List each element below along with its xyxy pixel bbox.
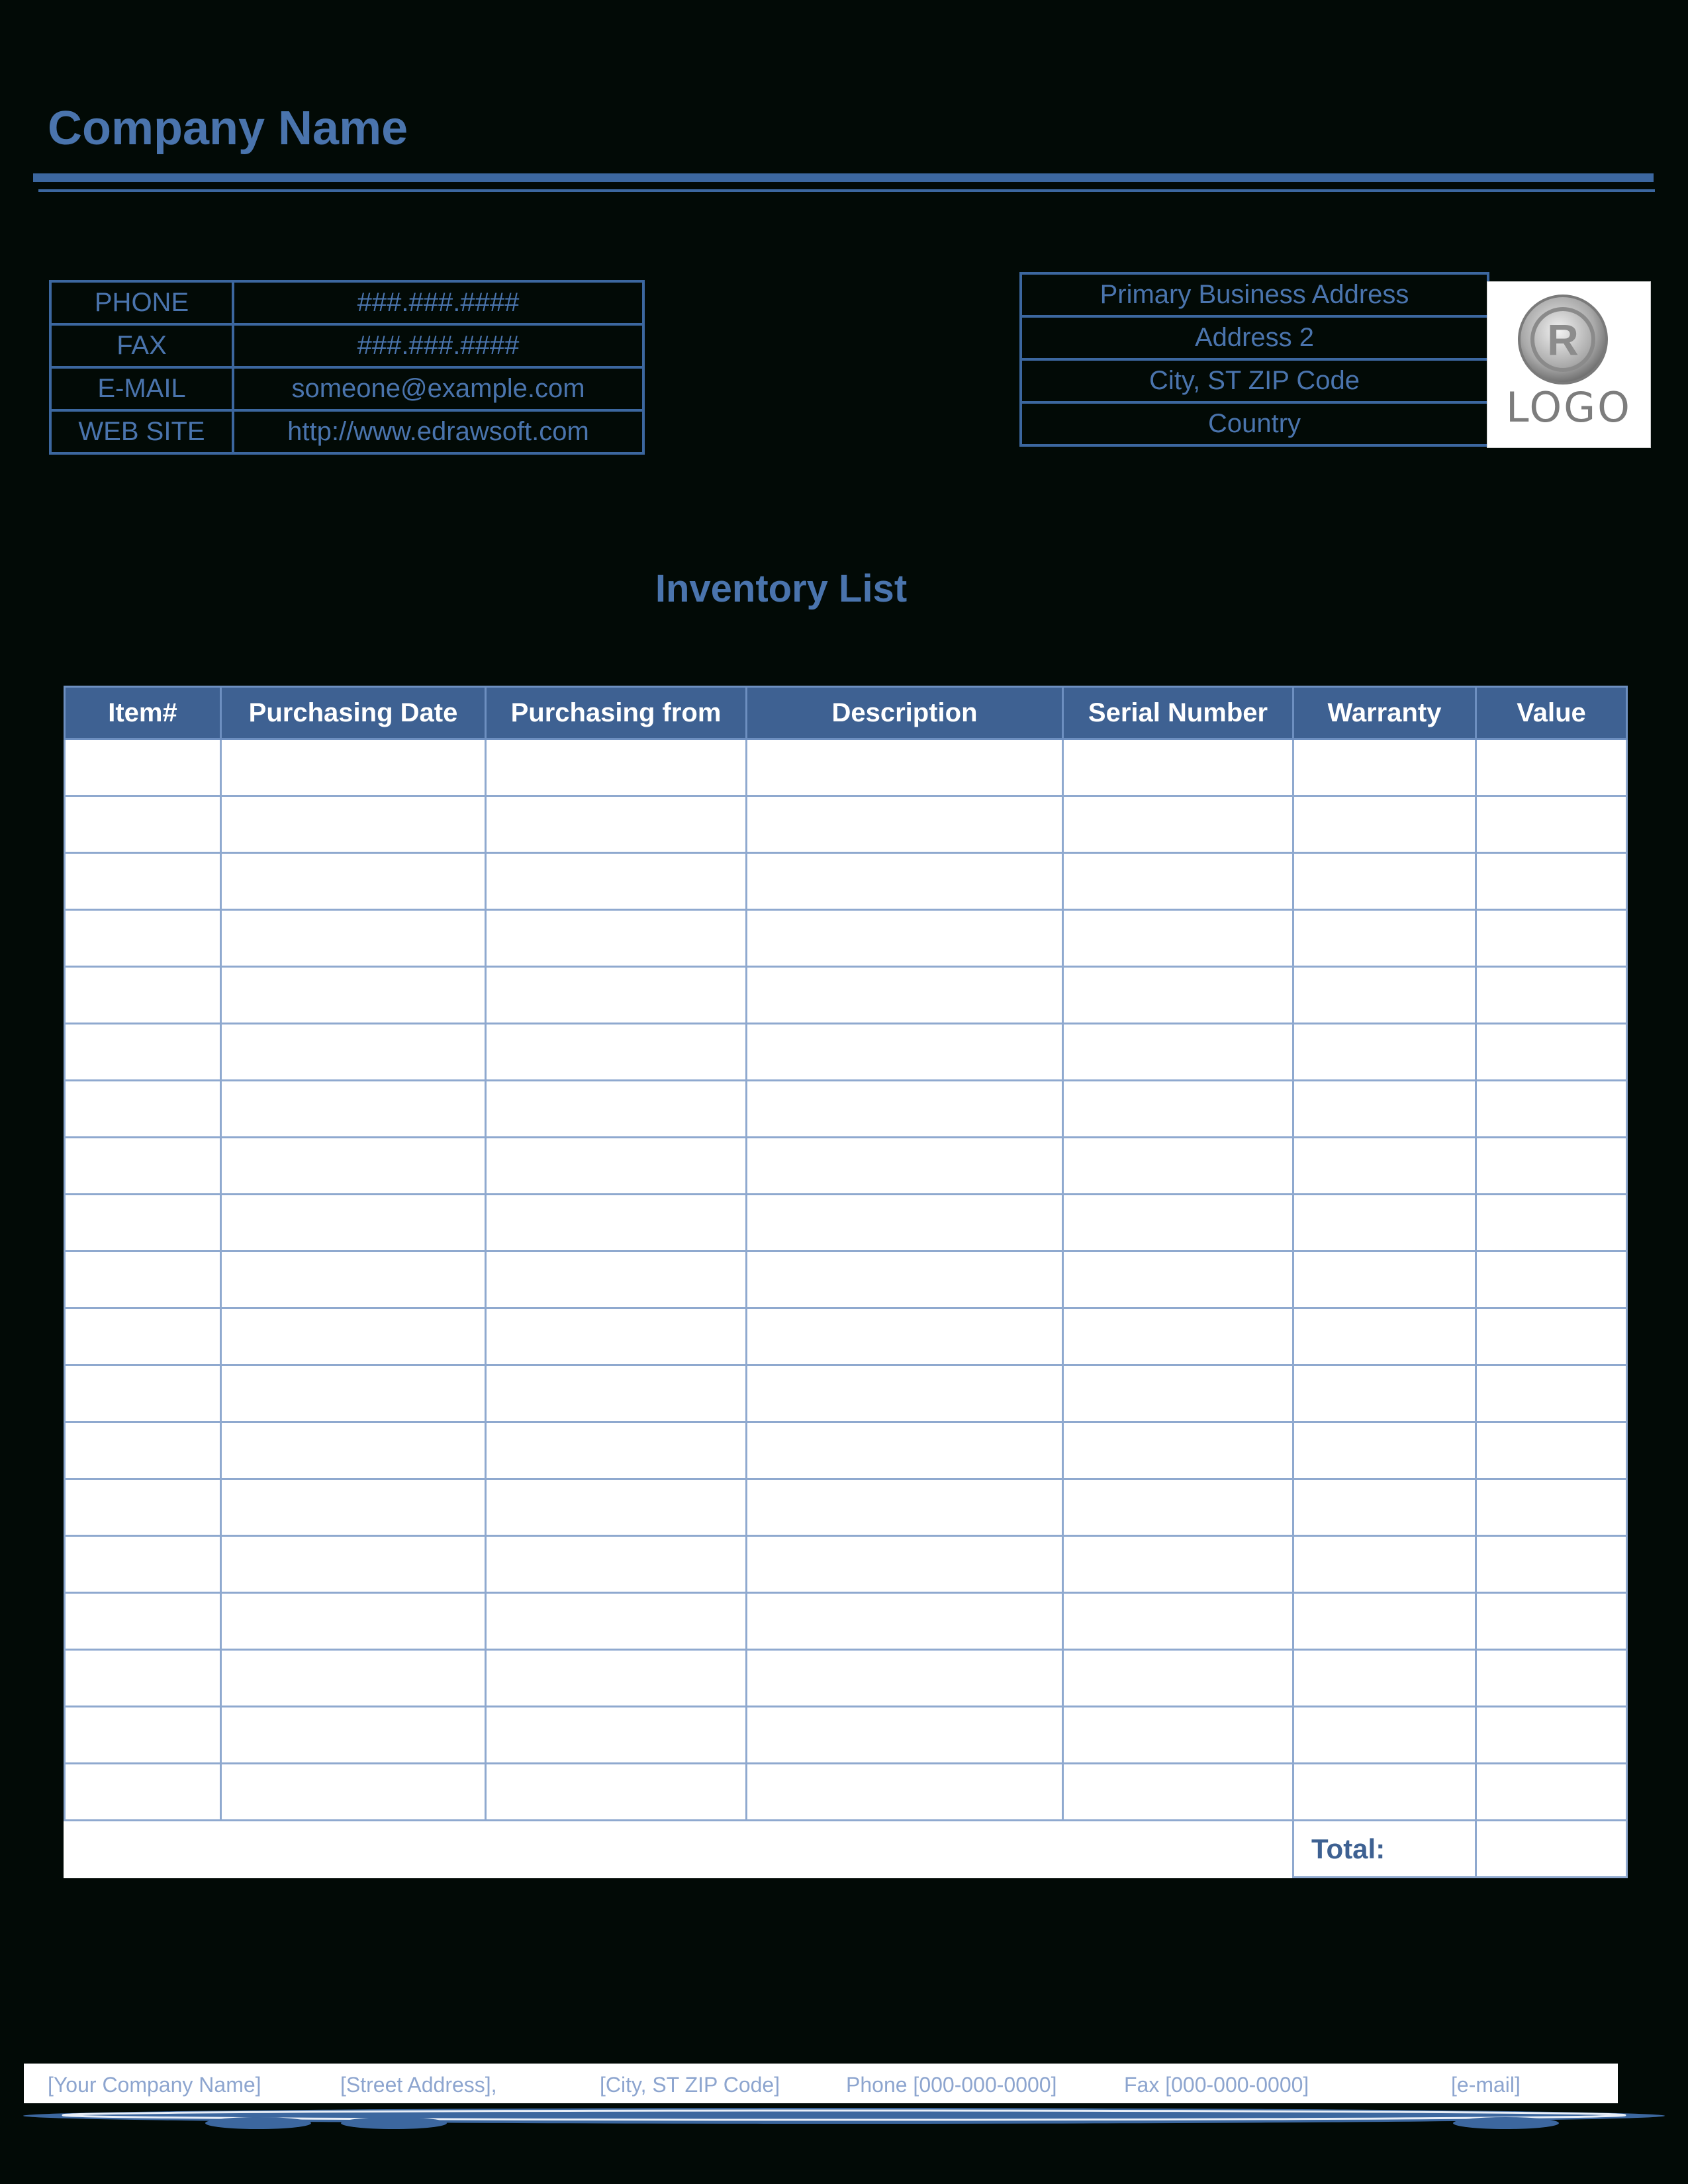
table-cell[interactable] bbox=[1293, 796, 1476, 853]
table-cell[interactable] bbox=[486, 1707, 747, 1764]
table-cell[interactable] bbox=[1063, 739, 1293, 796]
table-cell[interactable] bbox=[747, 1251, 1063, 1308]
table-cell[interactable] bbox=[1293, 1024, 1476, 1081]
table-cell[interactable] bbox=[747, 1707, 1063, 1764]
table-cell[interactable] bbox=[747, 1650, 1063, 1707]
footer-swoosh-decoration bbox=[20, 2105, 1668, 2138]
table-row bbox=[65, 1251, 1627, 1308]
table-cell[interactable] bbox=[1476, 1251, 1627, 1308]
table-cell[interactable] bbox=[1476, 796, 1627, 853]
table-cell[interactable] bbox=[221, 1195, 486, 1251]
column-header-warranty: Warranty bbox=[1293, 687, 1476, 739]
table-cell[interactable] bbox=[1063, 1024, 1293, 1081]
table-cell[interactable] bbox=[486, 1422, 747, 1479]
table-cell[interactable] bbox=[221, 1707, 486, 1764]
table-cell[interactable] bbox=[1476, 1195, 1627, 1251]
table-cell[interactable] bbox=[747, 1138, 1063, 1195]
table-cell[interactable] bbox=[486, 1138, 747, 1195]
table-cell[interactable] bbox=[65, 1479, 221, 1536]
table-cell[interactable] bbox=[1476, 1422, 1627, 1479]
table-cell[interactable] bbox=[747, 853, 1063, 910]
table-cell[interactable] bbox=[1063, 1308, 1293, 1365]
table-row bbox=[65, 1593, 1627, 1650]
footer-street: [Street Address], bbox=[340, 2073, 497, 2097]
footer-phone: Phone [000-000-0000] bbox=[846, 2073, 1057, 2097]
table-cell[interactable] bbox=[65, 1764, 221, 1821]
table-cell[interactable] bbox=[1476, 1764, 1627, 1821]
total-row-spacer bbox=[65, 1821, 1293, 1878]
table-cell[interactable] bbox=[65, 1422, 221, 1479]
table-cell[interactable] bbox=[747, 1536, 1063, 1593]
table-row bbox=[65, 1081, 1627, 1138]
table-cell[interactable] bbox=[1476, 1650, 1627, 1707]
table-cell[interactable] bbox=[65, 1365, 221, 1422]
footer-fax: Fax [000-000-0000] bbox=[1124, 2073, 1309, 2097]
table-cell[interactable] bbox=[486, 1479, 747, 1536]
contact-value: ###.###.#### bbox=[233, 324, 643, 367]
table-cell[interactable] bbox=[1293, 1650, 1476, 1707]
footer-bar bbox=[24, 2064, 1618, 2103]
table-cell[interactable] bbox=[747, 1195, 1063, 1251]
table-cell[interactable] bbox=[65, 1138, 221, 1195]
table-cell[interactable] bbox=[747, 1365, 1063, 1422]
table-cell[interactable] bbox=[221, 796, 486, 853]
table-cell[interactable] bbox=[1293, 1593, 1476, 1650]
table-cell[interactable] bbox=[486, 1764, 747, 1821]
table-cell[interactable] bbox=[221, 1308, 486, 1365]
table-cell[interactable] bbox=[221, 1081, 486, 1138]
address-line-1: Primary Business Address bbox=[1021, 273, 1488, 316]
table-cell[interactable] bbox=[221, 1365, 486, 1422]
table-cell[interactable] bbox=[486, 1308, 747, 1365]
contact-label: PHONE bbox=[50, 281, 233, 324]
table-cell[interactable] bbox=[1293, 1536, 1476, 1593]
contact-label: FAX bbox=[50, 324, 233, 367]
table-cell[interactable] bbox=[221, 739, 486, 796]
contact-label: E-MAIL bbox=[50, 367, 233, 410]
table-cell[interactable] bbox=[221, 1422, 486, 1479]
table-cell[interactable] bbox=[1476, 967, 1627, 1024]
table-row bbox=[65, 1138, 1627, 1195]
total-label: Total: bbox=[1293, 1821, 1476, 1878]
column-header-value: Value bbox=[1476, 687, 1627, 739]
table-cell[interactable] bbox=[1476, 853, 1627, 910]
svg-text:R: R bbox=[1547, 315, 1579, 364]
table-cell[interactable] bbox=[747, 967, 1063, 1024]
table-cell[interactable] bbox=[65, 967, 221, 1024]
table-cell[interactable] bbox=[1293, 1707, 1476, 1764]
table-cell[interactable] bbox=[747, 1308, 1063, 1365]
table-cell[interactable] bbox=[221, 910, 486, 967]
total-value-cell[interactable] bbox=[1476, 1821, 1627, 1878]
total-row bbox=[65, 1821, 1627, 1878]
table-cell[interactable] bbox=[486, 853, 747, 910]
table-cell[interactable] bbox=[1063, 967, 1293, 1024]
column-header-purchasing-date: Purchasing Date bbox=[221, 687, 486, 739]
table-cell[interactable] bbox=[747, 1024, 1063, 1081]
table-cell[interactable] bbox=[486, 967, 747, 1024]
table-cell[interactable] bbox=[747, 1081, 1063, 1138]
table-cell[interactable] bbox=[1063, 796, 1293, 853]
table-cell[interactable] bbox=[1293, 1479, 1476, 1536]
table-cell[interactable] bbox=[486, 910, 747, 967]
table-row bbox=[65, 1024, 1627, 1081]
table-cell[interactable] bbox=[65, 796, 221, 853]
inventory-table bbox=[64, 686, 1628, 1878]
table-cell[interactable] bbox=[747, 796, 1063, 853]
table-cell[interactable] bbox=[1476, 1138, 1627, 1195]
table-cell[interactable] bbox=[486, 1650, 747, 1707]
table-cell[interactable] bbox=[1293, 853, 1476, 910]
table-cell[interactable] bbox=[1476, 1536, 1627, 1593]
table-cell[interactable] bbox=[1476, 739, 1627, 796]
contact-row-email bbox=[50, 367, 643, 410]
table-cell[interactable] bbox=[1293, 1764, 1476, 1821]
table-cell[interactable] bbox=[65, 1024, 221, 1081]
column-header-description: Description bbox=[747, 687, 1063, 739]
address-line-2: Address 2 bbox=[1021, 316, 1488, 359]
table-cell[interactable] bbox=[747, 1764, 1063, 1821]
table-cell[interactable] bbox=[1293, 739, 1476, 796]
table-cell[interactable] bbox=[1293, 1081, 1476, 1138]
table-cell[interactable] bbox=[65, 739, 221, 796]
table-cell[interactable] bbox=[486, 1365, 747, 1422]
contact-info-table bbox=[49, 280, 645, 455]
contact-row-fax bbox=[50, 324, 643, 367]
footer-company: [Your Company Name] bbox=[48, 2073, 261, 2097]
table-cell[interactable] bbox=[65, 853, 221, 910]
table-cell[interactable] bbox=[1293, 967, 1476, 1024]
table-cell[interactable] bbox=[486, 1081, 747, 1138]
table-cell[interactable] bbox=[1063, 910, 1293, 967]
table-cell[interactable] bbox=[486, 1195, 747, 1251]
table-cell[interactable] bbox=[1063, 1138, 1293, 1195]
table-cell[interactable] bbox=[1293, 1251, 1476, 1308]
table-cell[interactable] bbox=[1293, 910, 1476, 967]
table-row bbox=[65, 1365, 1627, 1422]
table-cell[interactable] bbox=[1063, 1422, 1293, 1479]
table-cell[interactable] bbox=[1063, 1650, 1293, 1707]
table-cell[interactable] bbox=[1063, 1536, 1293, 1593]
table-cell[interactable] bbox=[1063, 1479, 1293, 1536]
table-cell[interactable] bbox=[65, 1593, 221, 1650]
footer-city: [City, ST ZIP Code] bbox=[600, 2073, 780, 2097]
table-row bbox=[65, 1308, 1627, 1365]
table-cell[interactable] bbox=[747, 1422, 1063, 1479]
table-row bbox=[65, 1764, 1627, 1821]
table-cell[interactable] bbox=[486, 1251, 747, 1308]
table-cell[interactable] bbox=[221, 1138, 486, 1195]
table-cell[interactable] bbox=[221, 1479, 486, 1536]
inventory-title: Inventory List bbox=[655, 567, 908, 610]
table-cell[interactable] bbox=[1293, 1195, 1476, 1251]
inventory-header-row bbox=[65, 687, 1627, 739]
table-cell[interactable] bbox=[65, 1707, 221, 1764]
table-cell[interactable] bbox=[747, 910, 1063, 967]
table-cell[interactable] bbox=[65, 1536, 221, 1593]
table-row bbox=[65, 1536, 1627, 1593]
table-cell[interactable] bbox=[1063, 1593, 1293, 1650]
table-cell[interactable] bbox=[1476, 1308, 1627, 1365]
table-cell[interactable] bbox=[221, 967, 486, 1024]
table-cell[interactable] bbox=[1476, 1479, 1627, 1536]
table-cell[interactable] bbox=[65, 1195, 221, 1251]
header-rule-thick bbox=[33, 173, 1654, 182]
table-cell[interactable] bbox=[65, 1251, 221, 1308]
table-row bbox=[65, 853, 1627, 910]
column-header-serial-number: Serial Number bbox=[1063, 687, 1293, 739]
logo bbox=[1487, 281, 1651, 448]
table-cell[interactable] bbox=[1063, 1081, 1293, 1138]
address-city-line: City, ST ZIP Code bbox=[1021, 359, 1488, 402]
table-cell[interactable] bbox=[1063, 1251, 1293, 1308]
table-row bbox=[65, 1707, 1627, 1764]
table-cell[interactable] bbox=[221, 1024, 486, 1081]
address-country: Country bbox=[1021, 402, 1488, 445]
address-table bbox=[1019, 272, 1489, 447]
table-cell[interactable] bbox=[1476, 1707, 1627, 1764]
table-cell[interactable] bbox=[1063, 1195, 1293, 1251]
table-cell[interactable] bbox=[221, 1650, 486, 1707]
table-cell[interactable] bbox=[1063, 853, 1293, 910]
table-cell[interactable] bbox=[1476, 910, 1627, 967]
table-cell[interactable] bbox=[486, 796, 747, 853]
contact-value: http://www.edrawsoft.com bbox=[233, 410, 643, 453]
table-row bbox=[65, 1422, 1627, 1479]
table-cell[interactable] bbox=[65, 1308, 221, 1365]
table-row bbox=[65, 739, 1627, 796]
contact-label: WEB SITE bbox=[50, 410, 233, 453]
table-cell[interactable] bbox=[1063, 1764, 1293, 1821]
table-cell[interactable] bbox=[1293, 1138, 1476, 1195]
table-cell[interactable] bbox=[1293, 1365, 1476, 1422]
company-name-title: Company Name bbox=[48, 102, 408, 155]
table-cell[interactable] bbox=[1293, 1308, 1476, 1365]
table-cell[interactable] bbox=[221, 853, 486, 910]
logo-text: LOGO bbox=[1506, 383, 1632, 432]
table-cell[interactable] bbox=[221, 1764, 486, 1821]
table-row bbox=[65, 910, 1627, 967]
table-cell[interactable] bbox=[221, 1593, 486, 1650]
table-cell[interactable] bbox=[1476, 1024, 1627, 1081]
contact-value: ###.###.#### bbox=[233, 281, 643, 324]
table-cell[interactable] bbox=[486, 739, 747, 796]
contact-row-phone bbox=[50, 281, 643, 324]
table-cell[interactable] bbox=[65, 910, 221, 967]
table-cell[interactable] bbox=[65, 1081, 221, 1138]
table-cell[interactable] bbox=[747, 739, 1063, 796]
table-cell[interactable] bbox=[221, 1251, 486, 1308]
table-row bbox=[65, 1195, 1627, 1251]
table-cell[interactable] bbox=[486, 1024, 747, 1081]
table-cell[interactable] bbox=[486, 1536, 747, 1593]
table-cell[interactable] bbox=[747, 1479, 1063, 1536]
table-cell[interactable] bbox=[1476, 1081, 1627, 1138]
footer-email: [e-mail] bbox=[1451, 2073, 1521, 2097]
table-cell[interactable] bbox=[747, 1593, 1063, 1650]
header-rule-thin bbox=[38, 189, 1655, 192]
contact-value: someone@example.com bbox=[233, 367, 643, 410]
table-cell[interactable] bbox=[1476, 1365, 1627, 1422]
table-cell[interactable] bbox=[1293, 1422, 1476, 1479]
table-cell[interactable] bbox=[65, 1650, 221, 1707]
table-row bbox=[65, 967, 1627, 1024]
table-cell[interactable] bbox=[1476, 1593, 1627, 1650]
contact-row-website bbox=[50, 410, 643, 453]
table-cell[interactable] bbox=[486, 1593, 747, 1650]
table-row bbox=[65, 1650, 1627, 1707]
column-header-purchasing-from: Purchasing from bbox=[486, 687, 747, 739]
table-row bbox=[65, 796, 1627, 853]
table-cell[interactable] bbox=[1063, 1365, 1293, 1422]
table-row bbox=[65, 1479, 1627, 1536]
table-cell[interactable] bbox=[1063, 1707, 1293, 1764]
table-cell[interactable] bbox=[221, 1536, 486, 1593]
column-header-item: Item# bbox=[65, 687, 221, 739]
